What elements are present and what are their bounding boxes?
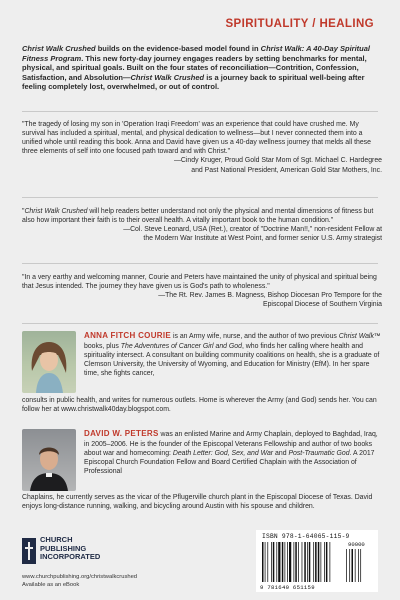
- endorsement-attribution: —The Rt. Rev. James B. Magness, Bishop Diocesan Pro Tempore for the: [158, 292, 382, 300]
- endorsement-attribution: Episcopal Diocese of Southern Virginia: [263, 301, 382, 309]
- author-bio-david: DAVID W. PETERS was an enlisted Marine and Army Chaplain, deployed to Baghdad, Iraq, in 2005–2006. He is the founder of the Episcopal Veterans Fellowship and author of two books about war and homecoming: Death Letter: God, Sex, and War and Post-Traumatic God. A 2017 Episcopal Church Foundation Fellow and Board Certified Chaplain with the Association of Professional: [84, 429, 378, 475]
- endorsement-leonard: "Christ Walk Crushed will help readers better understand not only the physical and mental dimensions of fitness but also how important their faith is to their overall health. A vitally important book to the human condition." —Col. Steve Leonard, USA (Ret.), creator of "Doctrine Man!!," non-resident Fellow at the Modern War Institute at West Point, and former senior U.S. Army strategist: [22, 208, 382, 243]
- barcode-icon: [256, 530, 378, 592]
- portrait-illustration: [22, 429, 76, 491]
- church-publishing-icon: [22, 538, 36, 564]
- divider: [22, 111, 378, 112]
- price-code: 90000: [348, 541, 365, 548]
- endorsement-attribution: and Past National President, American Gold Star Mothers, Inc.: [191, 166, 382, 174]
- isbn-text: ISBN 978-1-64065-115-9: [262, 533, 350, 540]
- endorsement-attribution: —Col. Steve Leonard, USA (Ret.), creator of "Doctrine Man!!," non-resident Fellow at: [123, 226, 382, 234]
- barcode-number: 9 781640 651159: [260, 584, 315, 591]
- publisher-name: CHURCH PUBLISHING INCORPORATED: [40, 535, 101, 562]
- endorsement-attribution: the Modern War Institute at West Point, and former senior U.S. Army strategist: [143, 235, 382, 243]
- divider: [22, 197, 378, 198]
- author-name: DAVID W. PETERS: [84, 429, 159, 438]
- book-title: Christ Walk Crushed: [22, 44, 96, 53]
- author-photo-david: [22, 429, 76, 491]
- category-label: SPIRITUALITY / HEALING: [225, 18, 374, 30]
- publisher-logo: [22, 536, 132, 568]
- author-bio-anna-continued: consults in public health, and writes for numerous outlets. Home is wherever the Army (and God) sends her. You can follow her at www.christwalk40day.blogspot.com.: [22, 397, 377, 414]
- author-bio-anna: ANNA FITCH COURIE is an Army wife, nurse, and the author of two previous Christ Walk™ books, plus The Adventures of Cancer Girl and God, who finds her calling where health and spirituality intersect. A consultant on building community coalitions on health, she is a graduate of Clemson University, the University of Wyoming, and Education for Ministry (EfM). In her spare time, she fights cancer,: [84, 331, 381, 377]
- author-bio-david-continued: Chaplains, he currently serves as the vicar of the Pflugerville church plant in the Episcopal Diocese of Texas. David enjoys long-distance running, walking, and bicycling around Austin with his spouse and children.: [22, 494, 373, 511]
- previous-book-title: Christ Walk: A 40-Day Spiritual Fitness Program: [22, 44, 370, 63]
- divider: [22, 263, 378, 264]
- portrait-illustration: [22, 331, 76, 393]
- author-photo-anna: [22, 331, 76, 393]
- ebook-note: Available as an eBook: [22, 582, 80, 588]
- publisher-url: www.churchpublishing.org/christwalkcrushed: [22, 574, 138, 580]
- author-name: ANNA FITCH COURIE: [84, 331, 172, 340]
- divider: [22, 323, 378, 324]
- endorsement-kruger: "The tragedy of losing my son in 'Operation Iraqi Freedom' was an experience that could have crushed me. My survival has included a spiritual, mental, and physical dedication to wellness—but I never connected them into a unified whole until reading this book. Anna and David have given us a 40-day wellness journey that melds all these three elements of self into one focused path toward and with Christ." —Cindy Kruger, Proud Gold Star Mom of Sgt. Michael C. Hardegree and Past National President, American Gold Star Mothers, Inc.: [22, 121, 382, 174]
- endorsement-attribution: —Cindy Kruger, Proud Gold Star Mom of Sgt. Michael C. Hardegree: [174, 157, 382, 165]
- barcode-panel: [256, 530, 378, 592]
- book-title: Christ Walk Crushed: [130, 72, 205, 82]
- book-description: Christ Walk Crushed builds on the evidence-based model found in Christ Walk: A 40-Day Spiritual Fitness Program. This new forty-day journey engages readers by setting benchmarks for mental, physical, and spiritual goals. Built on the four states of reconciliation—Contrition, Confession, Satisfaction, and Absolution—Christ Walk Crushed is a journey back to spiritual well-being after feeling completely lost, overwhelmed, or out of control.: [22, 44, 370, 92]
- endorsement-magness: "In a very earthy and welcoming manner, Courie and Peters have maintained the unity of physical and spiritual being that Jesus intended. The journey they have given us is God's path to wholeness." —The Rt. Rev. James B. Magness, Bishop Diocesan Pro Tempore for the Episcopal Diocese of Southern Virginia: [22, 274, 382, 309]
